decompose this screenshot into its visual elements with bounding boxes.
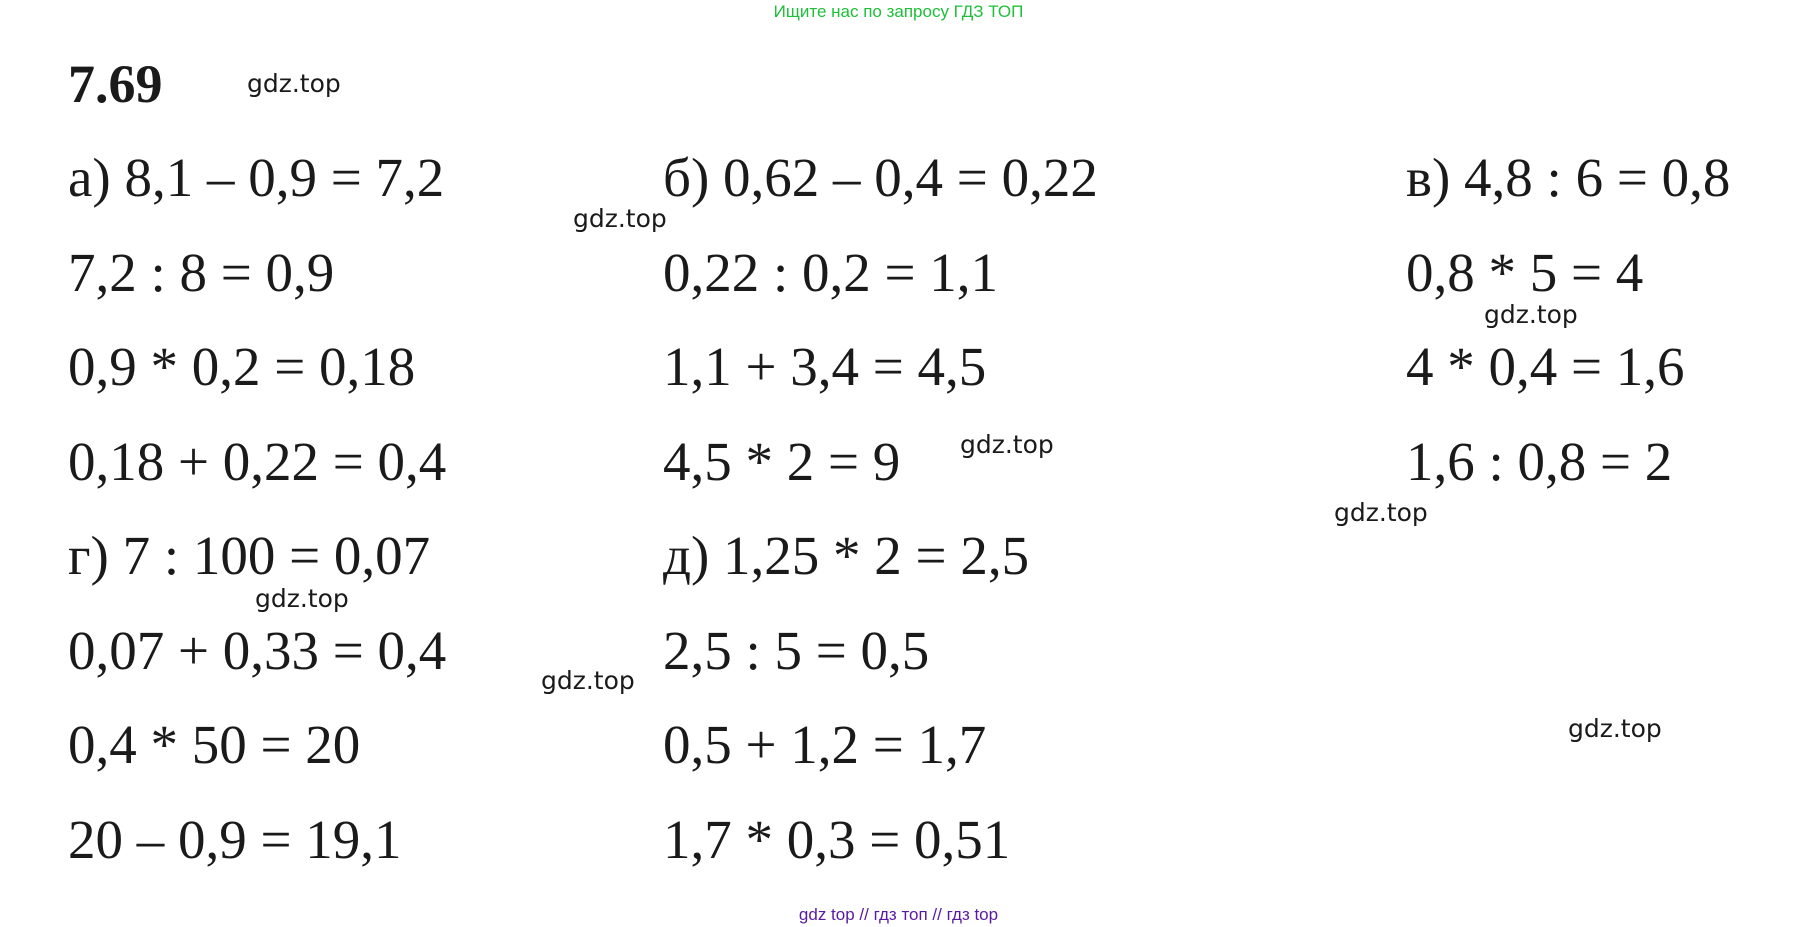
equation-b-3: 1,1 + 3,4 = 4,5 bbox=[663, 336, 987, 397]
equation-a-2: 7,2 : 8 = 0,9 bbox=[68, 242, 335, 303]
equation-a-3: 0,9 * 0,2 = 0,18 bbox=[68, 336, 416, 397]
problem-number: 7.69 bbox=[68, 54, 163, 114]
equation-g-3: 0,4 * 50 = 20 bbox=[68, 714, 361, 775]
equation-a-1: а) 8,1 – 0,9 = 7,2 bbox=[68, 147, 445, 208]
equation-d-3: 0,5 + 1,2 = 1,7 bbox=[663, 714, 987, 775]
watermark: gdz.top bbox=[541, 666, 635, 695]
equation-d-1: д) 1,25 * 2 = 2,5 bbox=[663, 525, 1030, 586]
equation-v-3: 4 * 0,4 = 1,6 bbox=[1406, 336, 1685, 397]
equation-d-4: 1,7 * 0,3 = 0,51 bbox=[663, 809, 1011, 870]
footer-links: gdz top // гдз топ // гдз top bbox=[798, 905, 999, 924]
equation-b-4: 4,5 * 2 = 9 bbox=[663, 431, 901, 492]
watermark: gdz.top bbox=[1568, 714, 1662, 743]
equation-g-1: г) 7 : 100 = 0,07 bbox=[68, 525, 431, 586]
watermark: gdz.top bbox=[1334, 498, 1428, 527]
equation-v-1: в) 4,8 : 6 = 0,8 bbox=[1406, 147, 1731, 208]
equation-d-2: 2,5 : 5 = 0,5 bbox=[663, 620, 930, 681]
equation-a-4: 0,18 + 0,22 = 0,4 bbox=[68, 431, 447, 492]
equation-v-2: 0,8 * 5 = 4 bbox=[1406, 242, 1644, 303]
equation-g-2: 0,07 + 0,33 = 0,4 bbox=[68, 620, 447, 681]
top-banner: Ищите нас по запросу ГДЗ ТОП bbox=[773, 2, 1024, 21]
equation-g-4: 20 – 0,9 = 19,1 bbox=[68, 809, 402, 870]
watermark: gdz.top bbox=[960, 430, 1054, 459]
equation-b-1: б) 0,62 – 0,4 = 0,22 bbox=[663, 147, 1098, 208]
equation-b-2: 0,22 : 0,2 = 1,1 bbox=[663, 242, 999, 303]
watermark: gdz.top bbox=[573, 204, 667, 233]
watermark: gdz.top bbox=[1484, 300, 1578, 329]
watermark: gdz.top bbox=[255, 584, 349, 613]
watermark: gdz.top bbox=[247, 69, 341, 98]
equation-v-4: 1,6 : 0,8 = 2 bbox=[1406, 431, 1673, 492]
